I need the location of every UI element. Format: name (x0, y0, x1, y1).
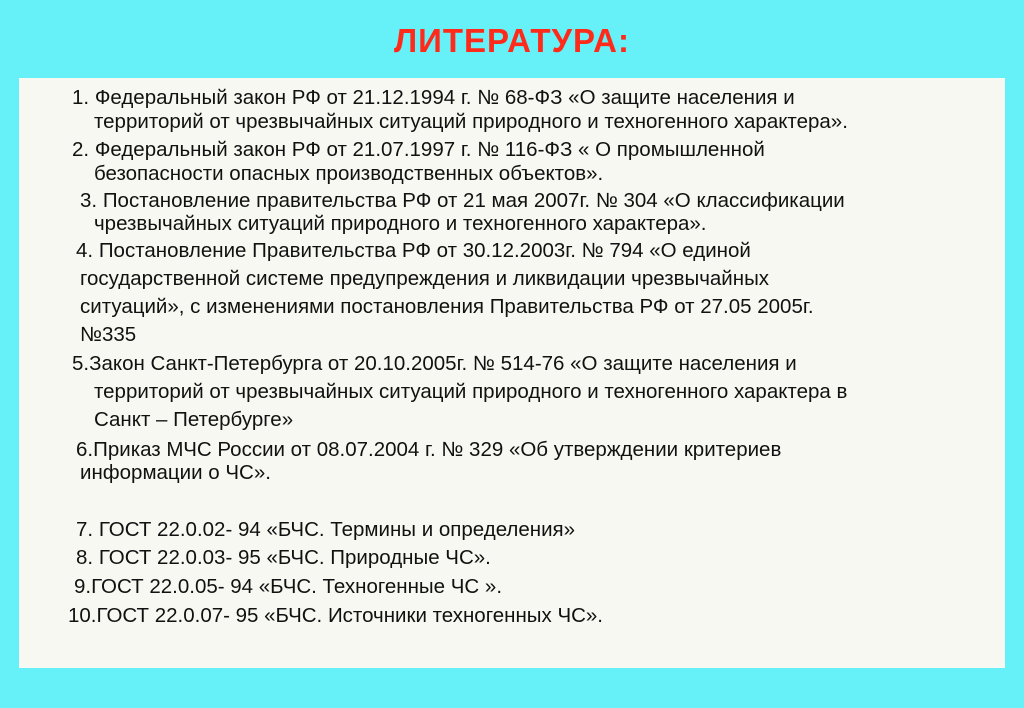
reference-6-line-2: информации о ЧС». (80, 461, 271, 484)
reference-4-line-2: государственной системе предупреждения и ликвидации чрезвычайных (80, 267, 770, 290)
reference-2-number: 2. (72, 138, 90, 161)
reference-1-line-1: 1. Федеральный закон РФ от 21.12.1994 г. № 68-ФЗ «О защите населения и (72, 86, 795, 109)
reference-4-line-3: ситуаций», с изменениями постановления Правительства РФ от 27.05 2005г. (80, 295, 814, 318)
reference-6-line-1: 6.Приказ МЧС России от 08.07.2004 г. № 329 «Об утверждении критериев (76, 438, 782, 461)
reference-4-line-4: №335 (80, 323, 137, 346)
reference-10-number: 10. (68, 604, 97, 627)
reference-5-number: 5. (72, 352, 90, 375)
reference-9-number: 9. (74, 575, 92, 598)
reference-5-line-2: территорий от чрезвычайных ситуаций природного и техногенного характера в (94, 380, 848, 403)
reference-6-number: 6. (76, 438, 94, 461)
reference-8: 8. ГОСТ 22.0.03- 95 «БЧС. Природные ЧС». (76, 546, 491, 569)
reference-5-line-1: 5.Закон Санкт-Петербурга от 20.10.2005г. № 514-76 «О защите населения и (72, 352, 797, 375)
reference-1-number: 1. (72, 86, 90, 109)
reference-4-line-1: 4. Постановление Правительства РФ от 30.12.2003г. № 794 «О единой (76, 239, 751, 262)
reference-7: 7. ГОСТ 22.0.02- 94 «БЧС. Термины и определения» (76, 518, 576, 541)
reference-8-number: 8. (76, 546, 94, 569)
reference-3-line-2: чрезвычайных ситуаций природного и техногенного характера». (94, 212, 707, 235)
reference-4-number: 4. (76, 239, 94, 262)
reference-5-line-3: Санкт – Петербурге» (94, 408, 294, 431)
page-title: ЛИТЕРАТУРА: (394, 22, 630, 59)
reference-1-line-2: территорий от чрезвычайных ситуаций природного и техногенного характера». (94, 110, 848, 133)
reference-2-line-1: 2. Федеральный закон РФ от 21.07.1997 г. № 116-ФЗ « О промышленной (72, 138, 765, 161)
reference-10: 10.ГОСТ 22.0.07- 95 «БЧС. Источники техногенных ЧС». (68, 604, 604, 627)
reference-9: 9.ГОСТ 22.0.05- 94 «БЧС. Техногенные ЧС ». (74, 575, 503, 598)
reference-2-line-2: безопасности опасных производственных объектов». (94, 162, 604, 185)
reference-3-number: 3. (80, 189, 98, 212)
reference-7-number: 7. (76, 518, 94, 541)
reference-3-line-1: 3. Постановление правительства РФ от 21 мая 2007г. № 304 «О классификации (80, 189, 845, 212)
